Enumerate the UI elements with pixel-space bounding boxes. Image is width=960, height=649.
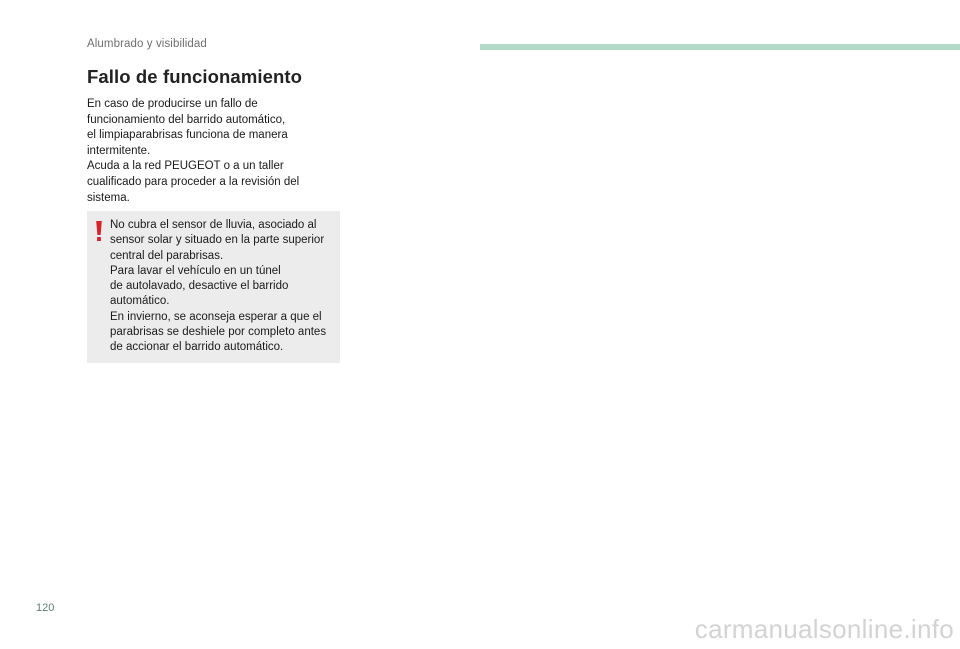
warning-line: Para lavar el vehículo en un túnel <box>110 264 281 277</box>
warning-line: sensor solar y situado en la parte superior <box>110 234 325 247</box>
warning-line: No cubra el sensor de lluvia, asociado al <box>110 219 317 231</box>
body-line: funcionamiento del barrido automático, <box>87 113 286 126</box>
warning-line: de accionar el barrido automático. <box>110 341 284 354</box>
body-paragraph <box>87 97 337 206</box>
warning-line: En invierno, se aconseja esperar a que el <box>110 310 322 323</box>
warning-line: automático. <box>110 295 170 308</box>
body-line: intermitente. <box>87 144 151 157</box>
body-line: Acuda a la red PEUGEOT o a un taller <box>87 160 284 173</box>
page-title: Fallo de funcionamiento <box>87 66 303 87</box>
body-line: sistema. <box>87 191 130 204</box>
body-line: En caso de producirse un fallo de <box>87 98 258 110</box>
body-line: cualificado para proceder a la revisión del <box>87 175 300 188</box>
watermark-text: carmanualsonline.info <box>694 614 954 644</box>
section-header: Alumbrado y visibilidad <box>87 38 207 50</box>
header-accent-bar <box>480 44 960 50</box>
exclamation-icon <box>94 220 104 242</box>
warning-line: parabrisas se deshiele por completo antes <box>110 326 327 339</box>
page-number: 120 <box>36 602 55 614</box>
body-line: el limpiaparabrisas funciona de manera <box>87 129 288 142</box>
warning-line: central del parabrisas. <box>110 249 224 262</box>
warning-line: de autolavado, desactive el barrido <box>110 280 289 293</box>
warning-text <box>110 218 342 356</box>
